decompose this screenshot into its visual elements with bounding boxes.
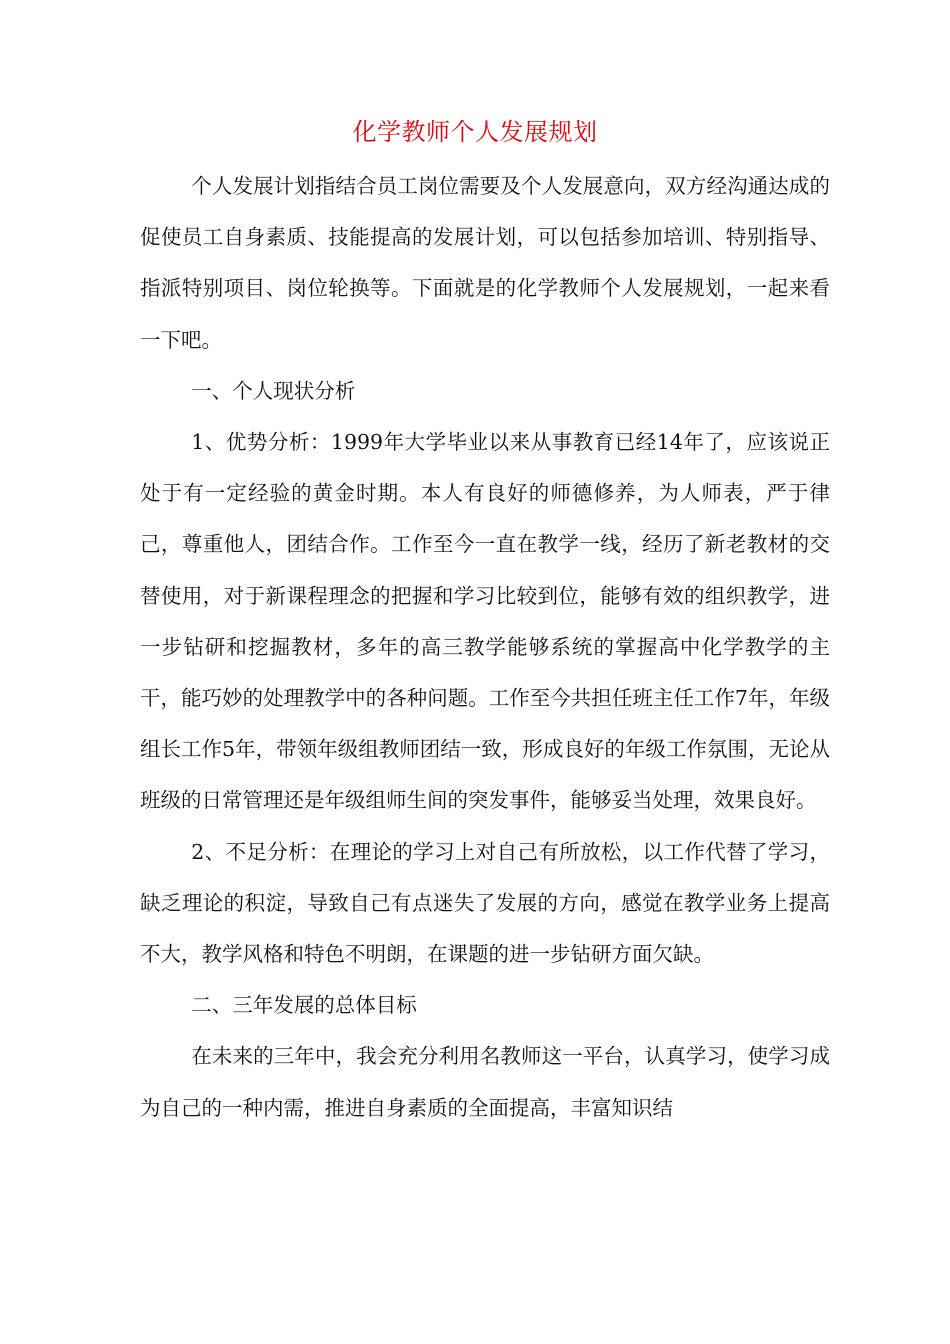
document-body (140, 161, 830, 1134)
weaknesses-paragraph: 2、不足分析：在理论的学习上对自己有所放松，以工作代替了学习，缺乏理论的积淀，导致自己有点迷失了发展的方向，感觉在教学业务上提高不大，教学风格和特色不明朗，在课题的进一步钻研方面欠缺。 (140, 839, 830, 967)
section-heading-three-year-goals: 二、三年发展的总体目标 (191, 993, 417, 1018)
intro-paragraph: 个人发展计划指结合员工岗位需要及个人发展意向，双方经沟通达成的促使员工自身素质、技能提高的发展计划，可以包括参加培训、特别指导、指派特别项目、岗位轮换等。下面就是的化学教师个人发展规划，一起来看一下吧。 (140, 174, 830, 352)
section-heading-current-status: 一、个人现状分析 (191, 378, 356, 403)
document-title: 化学教师个人发展规划 (352, 118, 598, 146)
strengths-paragraph: 1、优势分析：1999年大学毕业以来从事教育已经14年了，应该说正处于有一定经验的黄金时期。本人有良好的师德修养，为人师表，严于律己，尊重他人，团结合作。工作至今一直在教学一线，经历了新老教材的交替使用，对于新课程理念的把握和学习比较到位，能够有效的组织教学，进一步钻研和挖掘教材，多年的高三教学能够系统的掌握高中化学教学的主干，能巧妙的处理教学中的各种问题。工作至今共担任班主任工作7年，年级组长工作5年，带领年级组教师团结一致，形成良好的年级工作氛围，无论从班级的日常管理还是年级组师生间的突发事件，能够妥当处理，效果良好。 (140, 430, 830, 813)
goals-paragraph: 在未来的三年中，我会充分利用名教师这一平台，认真学习，使学习成为自己的一种内需，推进自身素质的全面提高，丰富知识结 (140, 1044, 830, 1120)
